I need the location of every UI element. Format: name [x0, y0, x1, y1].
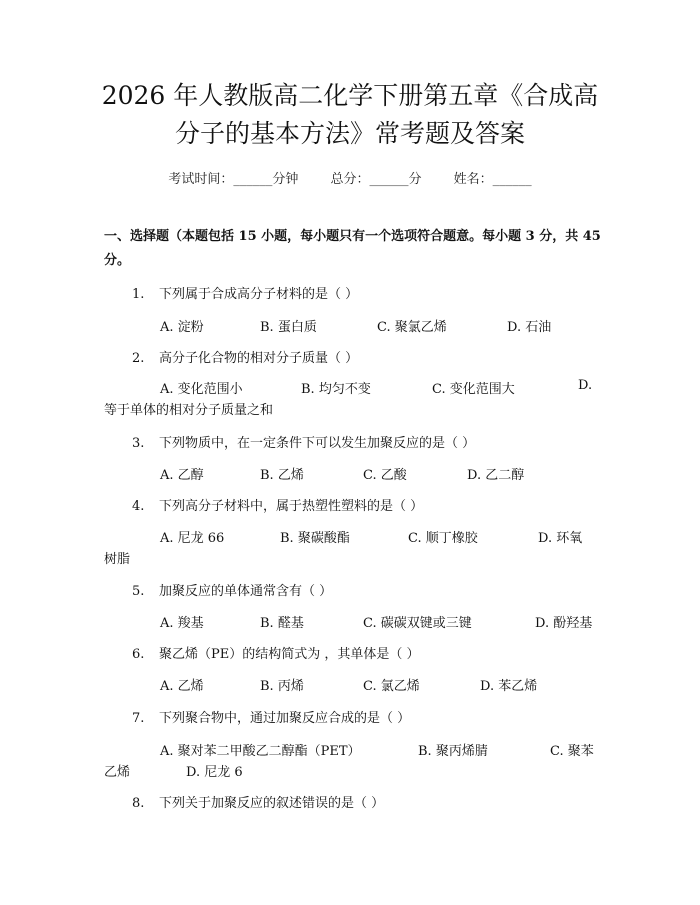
option: B. 均匀不变	[301, 382, 371, 397]
question-text: 下列物质中，在一定条件下可以发生加聚反应的是（ ）	[159, 436, 476, 451]
option: D. 苯乙烯	[480, 679, 538, 694]
question-text: 下列关于加聚反应的叙述错误的是（ ）	[159, 796, 385, 811]
question	[132, 495, 423, 514]
option-continuation: 等于单体的相对分子质量之和	[104, 403, 274, 418]
question	[132, 643, 420, 662]
option: B. 乙烯	[260, 468, 304, 483]
option: B. 聚丙烯腈	[418, 744, 488, 759]
question-text: 高分子化合物的相对分子质量（ ）	[159, 351, 359, 366]
question-text: 下列属于合成高分子材料的是（ ）	[159, 287, 359, 302]
question-text: 加聚反应的单体通常含有（ ）	[159, 584, 333, 599]
option: D. 尼龙 6	[186, 765, 243, 780]
option: A. 淀粉	[160, 320, 204, 335]
option: B. 丙烯	[260, 679, 304, 694]
option: C. 聚苯	[550, 744, 594, 759]
option: D.	[578, 378, 593, 393]
student-name-field: 姓名：______	[453, 172, 532, 187]
section-heading: 一、选择题（本题包括 15 小题，每小题只有一个选项符合题意。每小题 3 分，共 45 分。	[104, 229, 601, 268]
option: C. 聚氯乙烯	[377, 320, 447, 335]
total-score-field: 总分：______分	[330, 172, 422, 187]
option-continuation: 树脂	[104, 552, 131, 567]
option: C. 乙酸	[363, 468, 407, 483]
question	[132, 347, 358, 366]
question	[132, 283, 358, 302]
question-number: 4.	[132, 499, 145, 514]
option: A. 羧基	[160, 616, 204, 631]
option: A. 变化范围小	[160, 382, 243, 397]
exam-meta	[0, 168, 700, 187]
question	[132, 432, 475, 451]
option: D. 乙二醇	[467, 468, 525, 483]
question-text: 下列高分子材料中，属于热塑性塑料的是（ ）	[159, 499, 424, 514]
option-continuation	[104, 761, 243, 780]
option: C. 顺丁橡胶	[408, 531, 478, 546]
question-text: 聚乙烯（PE）的结构简式为 ，其单体是（ ）	[159, 647, 420, 662]
exam-time-field: 考试时间：______分钟	[168, 172, 299, 187]
option: C. 变化范围大	[432, 382, 515, 397]
option: A. 尼龙 66	[160, 531, 225, 546]
option-continuation-text: 乙烯	[104, 765, 131, 780]
option: A. 乙醇	[160, 468, 204, 483]
question-number: 1.	[132, 287, 145, 302]
option: B. 蛋白质	[260, 320, 317, 335]
question-number: 5.	[132, 584, 145, 599]
option: C. 氯乙烯	[363, 679, 420, 694]
option: C. 碳碳双键或三键	[363, 616, 472, 631]
title-line-1: 2026 年人教版高二化学下册第五章《合成高	[101, 81, 599, 110]
option: A. 聚对苯二甲酸乙二醇酯（PET）	[160, 744, 361, 759]
question-number: 8.	[132, 796, 145, 811]
question	[132, 580, 332, 599]
question-number: 3.	[132, 436, 145, 451]
option: A. 乙烯	[160, 679, 204, 694]
option: D. 石油	[507, 320, 552, 335]
question-number: 2.	[132, 351, 145, 366]
option: B. 醛基	[260, 616, 304, 631]
title-line-2: 分子的基本方法》常考题及答案	[174, 119, 525, 148]
question-number: 7.	[132, 711, 145, 726]
option: D. 酚羟基	[535, 616, 593, 631]
question	[132, 707, 410, 726]
question-number: 6.	[132, 647, 145, 662]
option: B. 聚碳酸酯	[280, 531, 350, 546]
question-text: 下列聚合物中，通过加聚反应合成的是（ ）	[159, 711, 411, 726]
option: D. 环氧	[538, 531, 583, 546]
question	[132, 792, 384, 811]
